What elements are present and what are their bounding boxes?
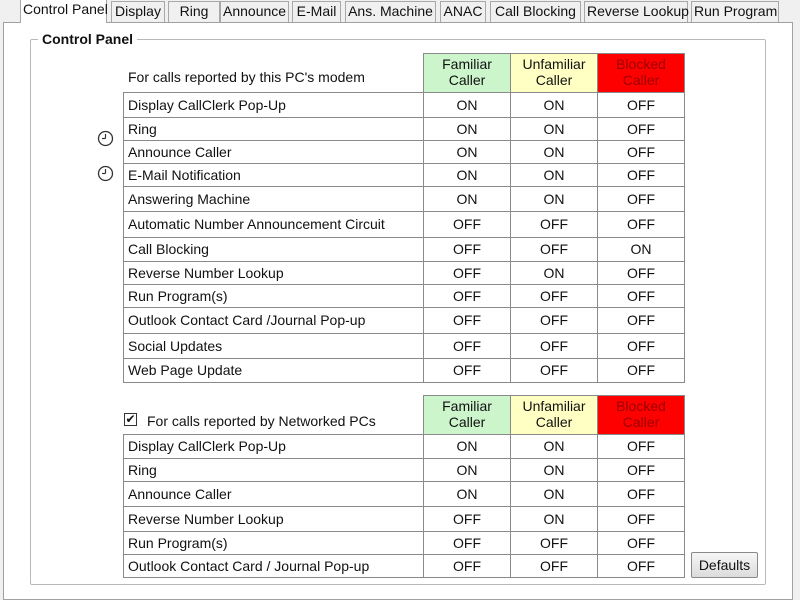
modem-row-label: Display CallClerk Pop-Up — [123, 92, 424, 118]
network-toggle-blocked[interactable]: OFF — [597, 531, 685, 555]
group-title: Control Panel — [38, 31, 137, 47]
modem-row-label: Call Blocking — [123, 237, 424, 262]
networked-pcs-checkbox[interactable]: ✔ — [125, 412, 136, 426]
network-toggle-unfamiliar[interactable]: ON — [510, 481, 598, 507]
modem-row-label: Web Page Update — [123, 358, 424, 383]
network-header-familiar: Familiar Caller — [423, 395, 511, 435]
modem-toggle-familiar[interactable]: ON — [423, 140, 511, 164]
tab-display[interactable]: Display — [111, 1, 165, 22]
modem-toggle-unfamiliar[interactable]: OFF — [510, 358, 598, 383]
network-toggle-unfamiliar[interactable]: OFF — [510, 554, 598, 578]
tab-reverse-lookup[interactable]: Reverse Lookup — [584, 1, 688, 22]
modem-toggle-familiar[interactable]: ON — [423, 92, 511, 118]
modem-toggle-familiar[interactable]: OFF — [423, 307, 511, 334]
modem-toggle-blocked[interactable]: OFF — [597, 117, 685, 141]
email-timer-icon[interactable] — [97, 165, 114, 182]
network-toggle-blocked[interactable]: OFF — [597, 506, 685, 532]
modem-header-blocked: Blocked Caller — [597, 53, 685, 93]
network-toggle-blocked[interactable]: OFF — [597, 554, 685, 578]
modem-row-label: Answering Machine — [123, 186, 424, 212]
modem-toggle-familiar[interactable]: ON — [423, 117, 511, 141]
network-row-label: Ring — [123, 458, 424, 482]
tab-run-program[interactable]: Run Program — [691, 1, 779, 22]
network-toggle-familiar[interactable]: ON — [423, 481, 511, 507]
modem-toggle-blocked[interactable]: OFF — [597, 163, 685, 187]
modem-toggle-blocked[interactable]: OFF — [597, 92, 685, 118]
modem-section-label: For calls reported by this PC's modem — [128, 69, 365, 85]
network-toggle-blocked[interactable]: OFF — [597, 481, 685, 507]
modem-toggle-blocked[interactable]: OFF — [597, 211, 685, 238]
modem-toggle-unfamiliar[interactable]: ON — [510, 163, 598, 187]
modem-toggle-unfamiliar[interactable]: OFF — [510, 237, 598, 262]
tab-ring[interactable]: Ring — [168, 1, 220, 22]
network-row-label: Reverse Number Lookup — [123, 506, 424, 532]
modem-row-label: Automatic Number Announcement Circuit — [123, 211, 424, 238]
modem-toggle-unfamiliar[interactable]: OFF — [510, 333, 598, 359]
modem-row-label: Ring — [123, 117, 424, 141]
tab-anac[interactable]: ANAC — [440, 1, 486, 22]
modem-toggle-blocked[interactable]: OFF — [597, 307, 685, 334]
modem-toggle-familiar[interactable]: OFF — [423, 261, 511, 285]
network-toggle-familiar[interactable]: ON — [423, 458, 511, 482]
network-toggle-familiar[interactable]: ON — [423, 434, 511, 459]
modem-row-label: Social Updates — [123, 333, 424, 359]
modem-toggle-unfamiliar[interactable]: ON — [510, 186, 598, 212]
modem-toggle-blocked[interactable]: OFF — [597, 358, 685, 383]
modem-toggle-familiar[interactable]: OFF — [423, 284, 511, 308]
network-header-unfamiliar: Unfamiliar Caller — [510, 395, 598, 435]
modem-toggle-familiar[interactable]: OFF — [423, 333, 511, 359]
tab-bar — [0, 0, 800, 22]
modem-header-unfamiliar: Unfamiliar Caller — [510, 53, 598, 93]
network-row-label: Announce Caller — [123, 481, 424, 507]
modem-toggle-familiar[interactable]: OFF — [423, 358, 511, 383]
modem-toggle-familiar[interactable]: ON — [423, 186, 511, 212]
network-toggle-blocked[interactable]: OFF — [597, 434, 685, 459]
network-toggle-familiar[interactable]: OFF — [423, 506, 511, 532]
modem-row-label: Announce Caller — [123, 140, 424, 164]
network-row-label: Outlook Contact Card / Journal Pop-up — [123, 554, 424, 578]
modem-toggle-blocked[interactable]: OFF — [597, 284, 685, 308]
defaults-button[interactable]: Defaults — [691, 552, 758, 578]
network-row-label: Run Program(s) — [123, 531, 424, 555]
modem-toggle-unfamiliar[interactable]: OFF — [510, 284, 598, 308]
modem-toggle-blocked[interactable]: OFF — [597, 261, 685, 285]
modem-toggle-unfamiliar[interactable]: ON — [510, 92, 598, 118]
network-row-label: Display CallClerk Pop-Up — [123, 434, 424, 459]
network-toggle-blocked[interactable]: OFF — [597, 458, 685, 482]
network-toggle-familiar[interactable]: OFF — [423, 531, 511, 555]
modem-toggle-blocked[interactable]: OFF — [597, 186, 685, 212]
modem-toggle-unfamiliar[interactable]: ON — [510, 261, 598, 285]
modem-toggle-unfamiliar[interactable]: OFF — [510, 211, 598, 238]
network-toggle-unfamiliar[interactable]: ON — [510, 506, 598, 532]
modem-row-label: Run Program(s) — [123, 284, 424, 308]
network-header-blocked: Blocked Caller — [597, 395, 685, 435]
modem-toggle-familiar[interactable]: ON — [423, 163, 511, 187]
modem-toggle-familiar[interactable]: OFF — [423, 211, 511, 238]
network-section-label: For calls reported by Networked PCs — [147, 413, 376, 429]
tab-e-mail[interactable]: E-Mail — [292, 1, 341, 22]
tab-announce[interactable]: Announce — [220, 1, 289, 22]
modem-toggle-blocked[interactable]: ON — [597, 237, 685, 262]
modem-toggle-blocked[interactable]: OFF — [597, 333, 685, 359]
modem-toggle-familiar[interactable]: OFF — [423, 237, 511, 262]
modem-toggle-unfamiliar[interactable]: OFF — [510, 307, 598, 334]
modem-toggle-unfamiliar[interactable]: ON — [510, 140, 598, 164]
network-toggle-unfamiliar[interactable]: OFF — [510, 531, 598, 555]
ring-timer-icon[interactable] — [97, 130, 114, 147]
modem-toggle-blocked[interactable]: OFF — [597, 140, 685, 164]
network-toggle-unfamiliar[interactable]: ON — [510, 458, 598, 482]
modem-row-label: Outlook Contact Card /Journal Pop-up — [123, 307, 424, 334]
modem-header-familiar: Familiar Caller — [423, 53, 511, 93]
network-toggle-familiar[interactable]: OFF — [423, 554, 511, 578]
modem-row-label: Reverse Number Lookup — [123, 261, 424, 285]
tab-call-blocking[interactable]: Call Blocking — [490, 1, 581, 22]
modem-toggle-unfamiliar[interactable]: ON — [510, 117, 598, 141]
modem-row-label: E-Mail Notification — [123, 163, 424, 187]
tab-control-panel[interactable]: Control Panel — [20, 0, 107, 23]
network-toggle-unfamiliar[interactable]: ON — [510, 434, 598, 459]
tab-ans-machine[interactable]: Ans. Machine — [345, 1, 436, 22]
